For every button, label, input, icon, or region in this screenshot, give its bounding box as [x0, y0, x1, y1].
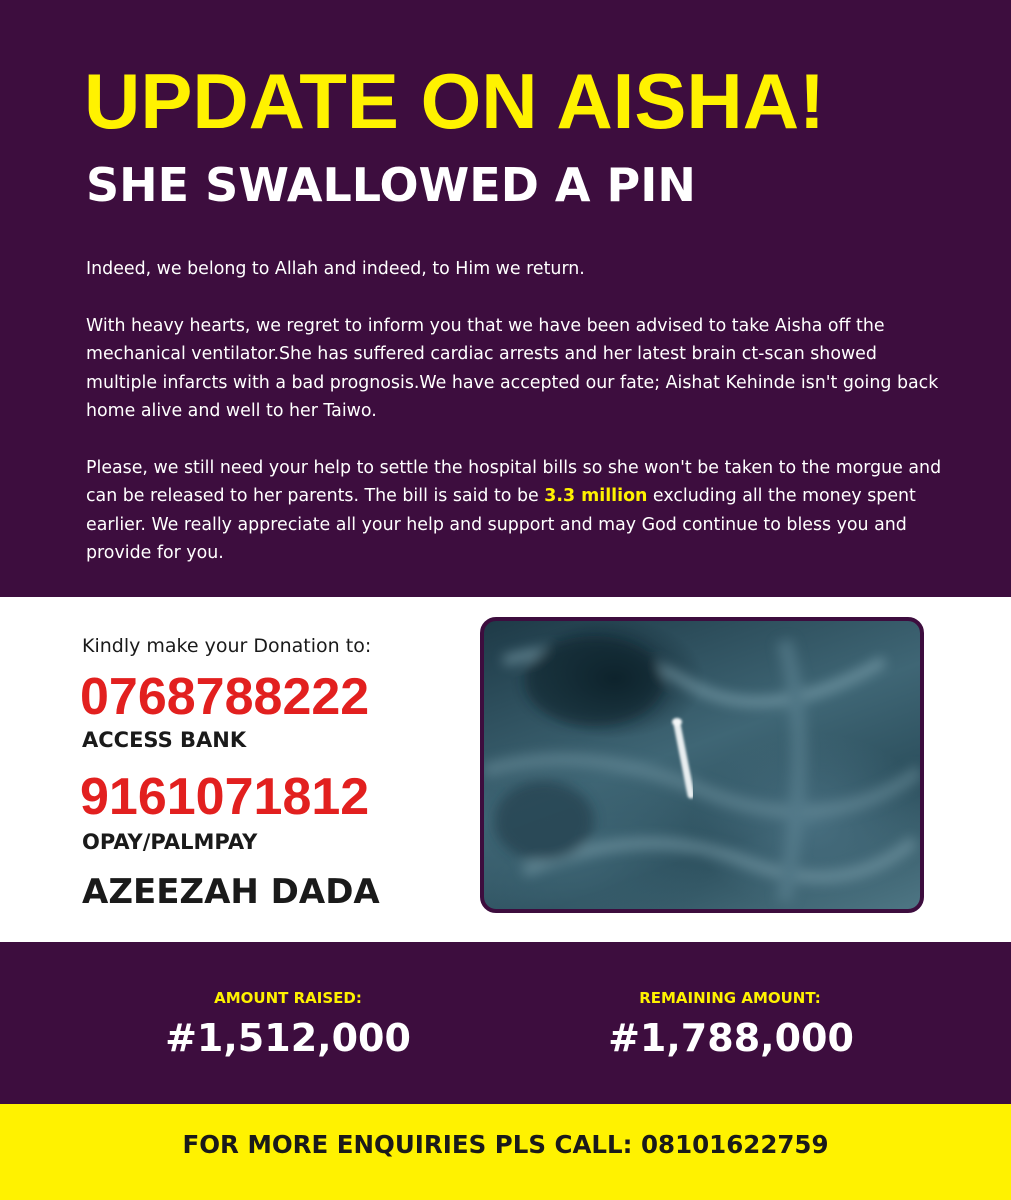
remaining-amount-label: REMAINING AMOUNT: [639, 989, 821, 1007]
message-paragraph-1: Indeed, we belong to Allah and indeed, to Him we return. [86, 259, 585, 279]
donation-section [0, 597, 1011, 942]
xray-pin-image [484, 621, 920, 909]
bill-amount-highlight: 3.3 million [544, 486, 648, 506]
message-paragraph-3-end: excluding all the money spent earlier. We really appreciate all your help and support and may God continue to bless you and provide for you. [86, 486, 916, 563]
xray-image [480, 617, 924, 913]
account-number-2: 9161071812 [80, 768, 370, 826]
amount-raised-value: #1,512,000 [165, 1016, 411, 1060]
remaining-amount-value: #1,788,000 [608, 1016, 854, 1060]
account-number-1: 0768788222 [80, 668, 370, 726]
headline: UPDATE ON AISHA! [84, 57, 825, 145]
enquiries-text: FOR MORE ENQUIRIES PLS CALL: 08101622759 [182, 1130, 829, 1159]
message-body [86, 255, 946, 596]
subheadline: SHE SWALLOWED A PIN [86, 158, 696, 212]
message-paragraph-2: With heavy hearts, we regret to inform you that we have been advised to take Aisha off the mechanical ventilator.She has suffered cardiac arrests and her latest brain ct-scan showed multiple infarcts with a bad prognosis.We have accepted our fate; Aishat Kehinde isn't going back home alive and well to her Taiwo. [86, 315, 939, 421]
account-holder-name: AZEEZAH DADA [82, 872, 380, 912]
message-paragraph-3-start: Please, we still need your help to settle the hospital bills so she won't be taken to the morgue and can be released to her parents. The bill is said to be [86, 457, 942, 506]
stats-section [0, 942, 1011, 1104]
footer-banner [0, 1104, 1011, 1200]
header-section [0, 0, 1011, 597]
amount-raised-label: AMOUNT RAISED: [214, 989, 362, 1007]
message-paragraph-3 [86, 454, 946, 568]
bank-name-2: OPAY/PALMPAY [82, 830, 258, 854]
donation-label: Kindly make your Donation to: [82, 635, 372, 657]
bank-name-1: ACCESS BANK [82, 728, 247, 752]
